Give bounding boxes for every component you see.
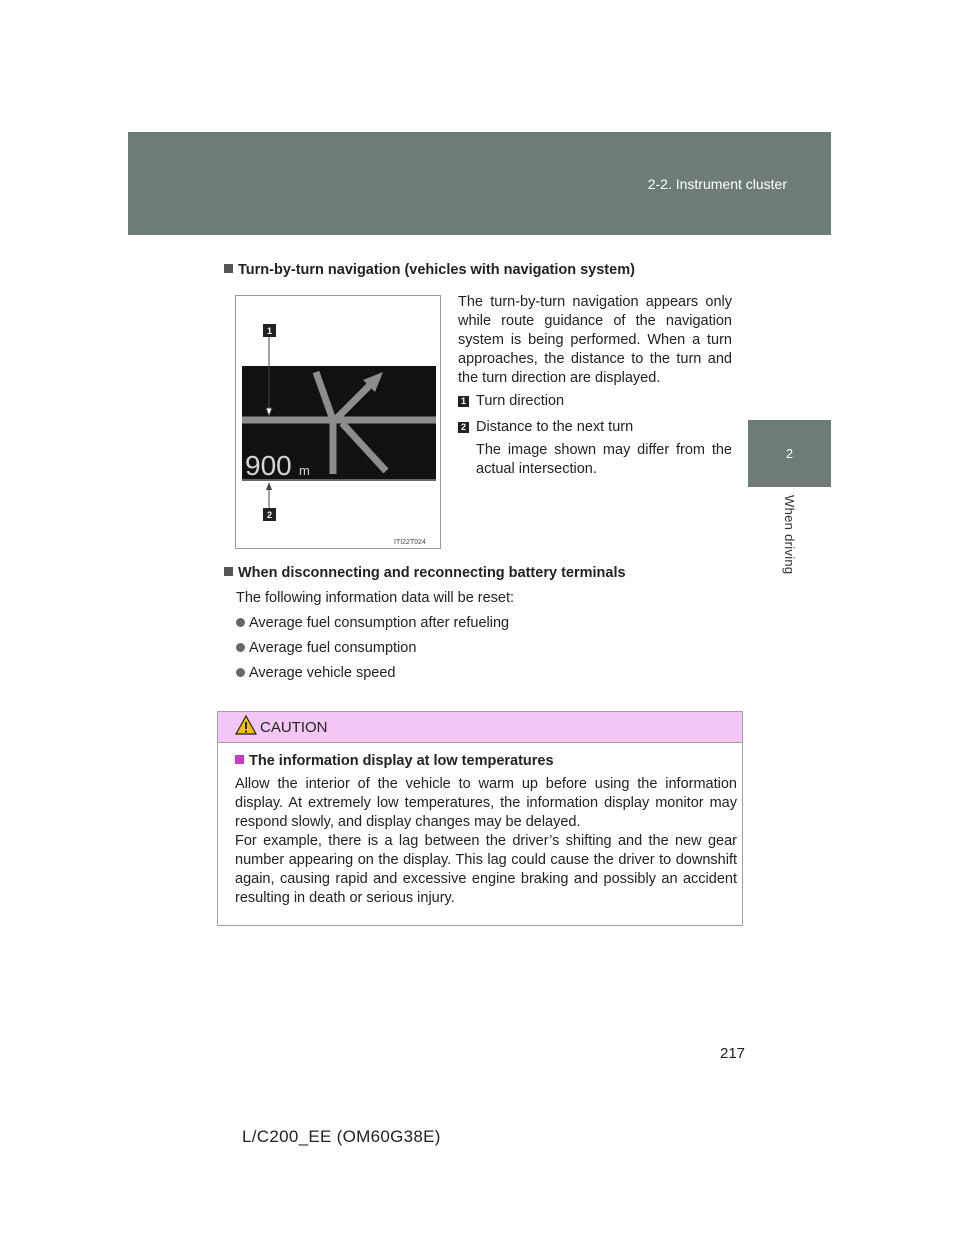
- warning-triangle-icon: [235, 715, 257, 735]
- bullet-dot-icon: [236, 668, 245, 677]
- caution-heading: The information display at low temperatures: [235, 753, 554, 769]
- battery-intro: The following information data will be reset:: [236, 590, 515, 606]
- navigation-description: The turn-by-turn navigation appears only while route guidance of the navigation system is being performed. When a turn approaches, the distance to the turn and the turn direction are displayed.: [458, 294, 732, 386]
- svg-text:2: 2: [266, 510, 273, 520]
- svg-text:1: 1: [266, 326, 273, 336]
- figure-code: ITI22T024: [394, 539, 426, 546]
- legend-item-2: 2 Distance to the next turn: [458, 419, 633, 435]
- caution-paragraph: Allow the interior of the vehicle to warm up before using the information display. At extremely low temperatures, the information display monitor may respond slowly, and display changes may be delayed.: [235, 776, 737, 830]
- list-item: Average fuel consumption after refueling: [236, 615, 509, 631]
- page-number: 217: [720, 1045, 746, 1062]
- caution-title: CAUTION: [260, 719, 328, 736]
- square-bullet-icon: [224, 567, 233, 576]
- distance-value: 900: [245, 450, 292, 481]
- section-heading-text: When disconnecting and reconnecting battery terminals: [238, 565, 626, 581]
- section-heading-navigation: [224, 262, 635, 278]
- square-bullet-icon: [224, 264, 233, 273]
- caution-box: [217, 711, 743, 926]
- figure-note: The image shown may differ from the actual intersection.: [476, 442, 732, 477]
- bullet-dot-icon: [236, 643, 245, 652]
- list-item: Average vehicle speed: [236, 665, 395, 681]
- legend-item-1: 1 Turn direction: [458, 393, 564, 409]
- caution-body: [235, 775, 737, 908]
- bullet-dot-icon: [236, 618, 245, 627]
- distance-unit: m: [299, 463, 310, 478]
- navigation-figure: [235, 295, 441, 549]
- number-badge: 1: [458, 396, 469, 407]
- section-heading-text: Turn-by-turn navigation (vehicles with navigation system): [238, 262, 635, 278]
- navigation-display-illustration: [236, 296, 442, 550]
- chapter-tab: 2: [748, 420, 831, 487]
- caution-paragraph: For example, there is a lag between the driver’s shifting and the new gear number appearing on the display. This lag could cause the driver to downshift again, causing rapid and excessive engine braking and possibly an accident resulting in death or serious injury.: [235, 833, 737, 906]
- section-heading-battery: [224, 565, 626, 581]
- section-header: 2-2. Instrument cluster: [647, 176, 787, 192]
- square-bullet-icon: [235, 755, 244, 764]
- chapter-label: When driving: [782, 495, 797, 575]
- list-item: Average fuel consumption: [236, 640, 416, 656]
- document-code: L/C200_EE (OM60G38E): [242, 1127, 441, 1146]
- caution-header: [218, 712, 742, 743]
- header-band: [128, 132, 831, 235]
- number-badge: 2: [458, 422, 469, 433]
